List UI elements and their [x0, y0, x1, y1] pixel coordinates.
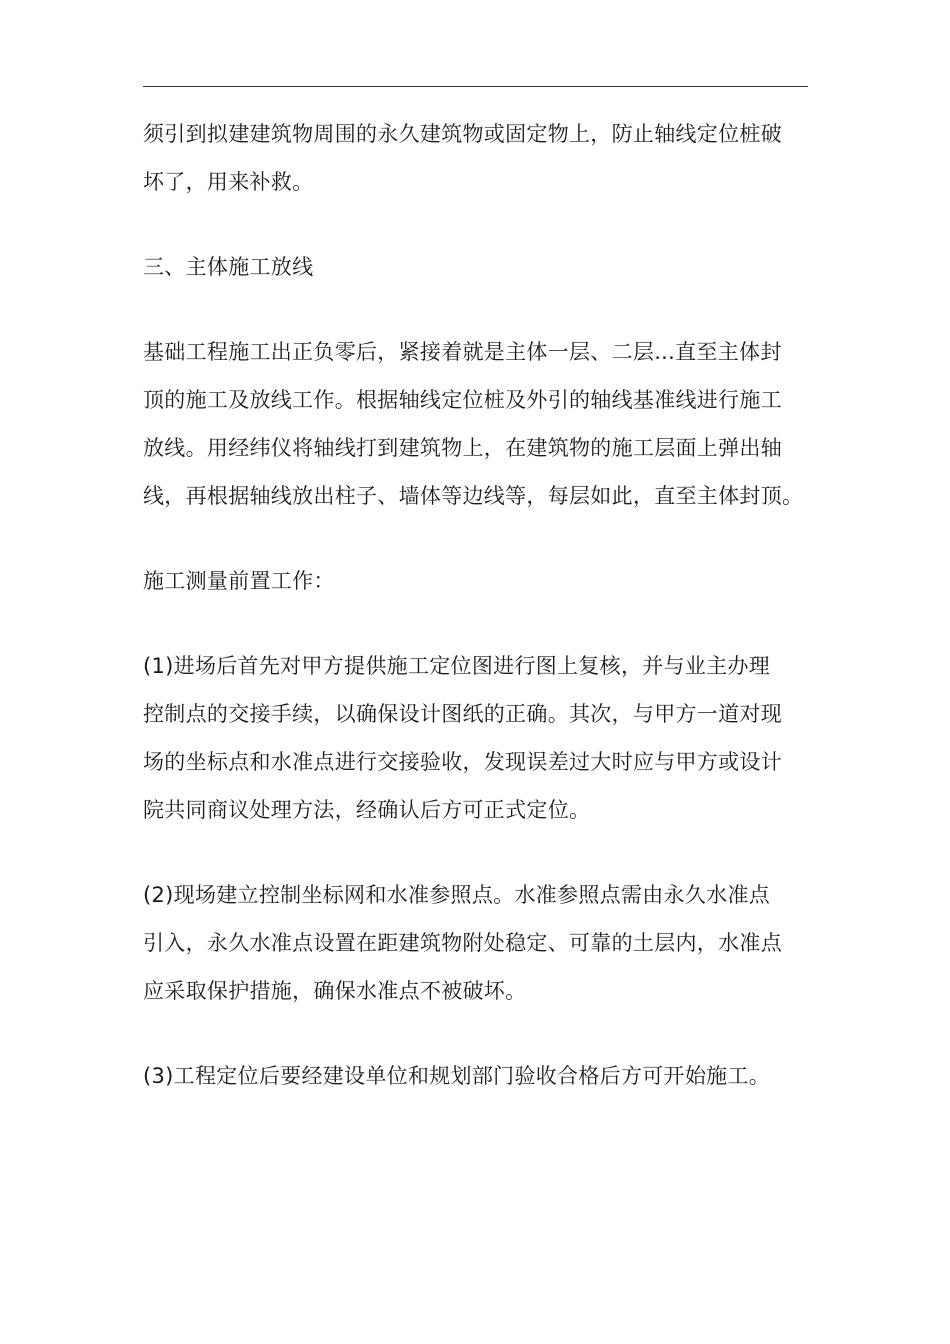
- text-line: 应采取保护措施，确保水准点不被破坏。: [143, 979, 527, 1003]
- para-continuation: [143, 110, 811, 206]
- text-line: 控制点的交接手续，以确保设计图纸的正确。其次，与甲方一道对现: [143, 702, 782, 726]
- para-item-1: [143, 642, 811, 834]
- text-line: 基础工程施工出正负零后，紧接着就是主体一层、二层...直至主体封: [143, 340, 782, 364]
- text-line: 顶的施工及放线工作。根据轴线定位桩及外引的轴线基准线进行施工: [143, 388, 782, 412]
- header-divider: [143, 86, 808, 87]
- text-line: 引入，永久水准点设置在距建筑物附处稳定、可靠的土层内，水准点: [143, 931, 782, 955]
- text-line: 线，再根据轴线放出柱子、墙体等边线等，每层如此，直至主体封顶。: [143, 484, 804, 508]
- text-line: 坏了，用来补救。: [143, 170, 314, 194]
- text-line: 场的坐标点和水准点进行交接验收，发现误差过大时应与甲方或设计: [143, 750, 782, 774]
- text-line: (2)现场建立控制坐标网和水准参照点。水准参照点需由永久水准点: [143, 883, 771, 907]
- text-line: 施工测量前置工作：: [143, 569, 335, 593]
- text-line: 放线。用经纬仪将轴线打到建筑物上，在建筑物的施工层面上弹出轴: [143, 436, 782, 460]
- text-line: 须引到拟建建筑物周围的永久建筑物或固定物上，防止轴线定位桩破: [143, 122, 782, 146]
- para-main-construction: [143, 328, 811, 520]
- heading-text: 三、主体施工放线: [143, 255, 314, 279]
- text-line: (1)进场后首先对甲方提供施工定位图进行图上复核，并与业主办理: [143, 654, 771, 678]
- document-body: [143, 110, 811, 1100]
- para-item-3: [143, 1052, 811, 1100]
- text-line: 院共同商议处理方法，经确认后方可正式定位。: [143, 798, 591, 822]
- para-item-2: [143, 871, 811, 1015]
- text-line: (3)工程定位后要经建设单位和规划部门验收合格后方可开始施工。: [143, 1064, 771, 1088]
- para-survey-prep-heading: [143, 557, 811, 605]
- section-heading-3: [143, 243, 811, 291]
